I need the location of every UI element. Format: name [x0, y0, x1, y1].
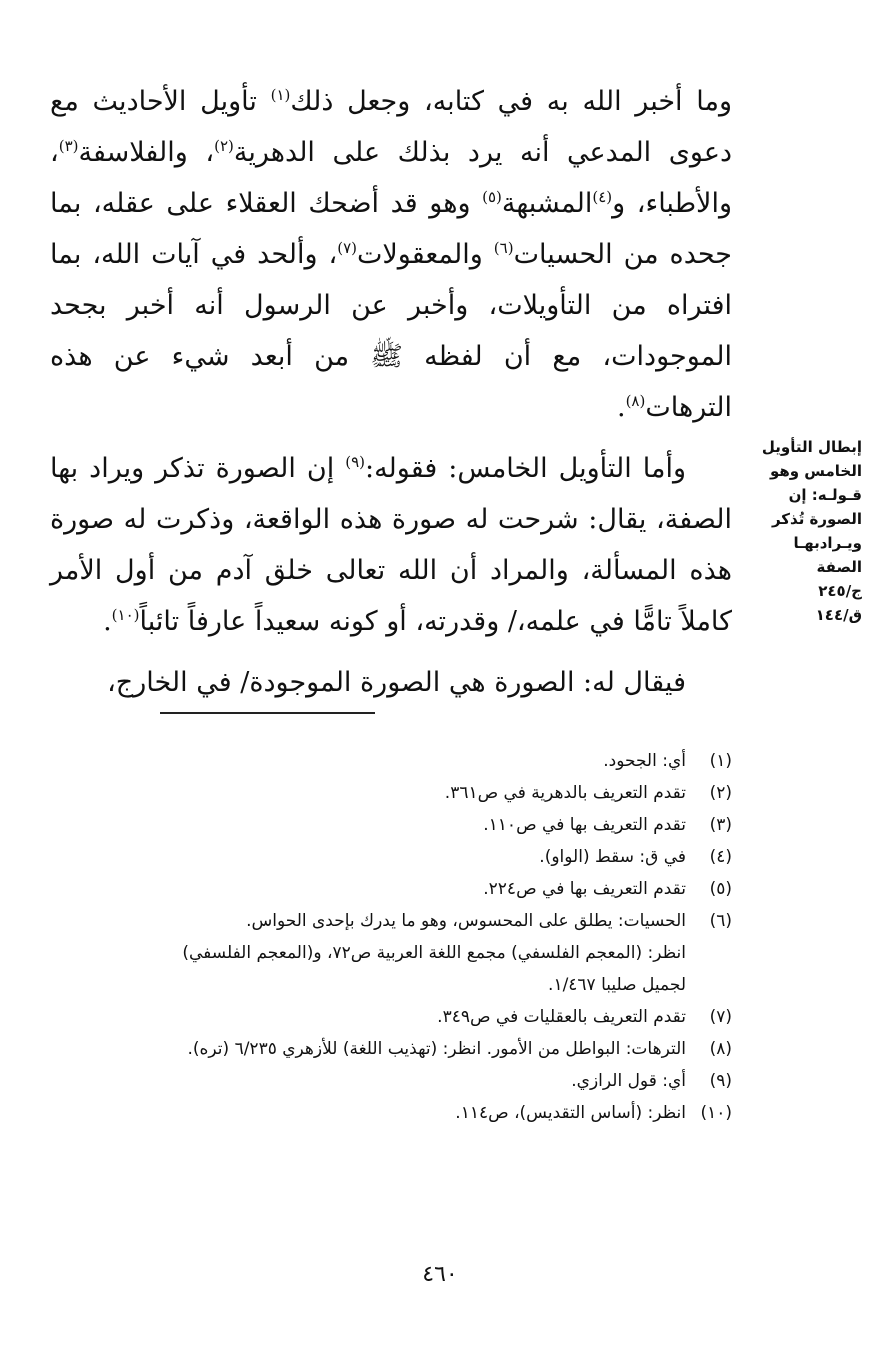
margin-note-line: ق/١٤٤: [815, 606, 862, 624]
footnote-text: تقدم التعريف بالعقليات في ص٣٤٩.: [437, 1007, 686, 1027]
footnote-text: في ق: سقط (الواو).: [539, 847, 686, 867]
footnote-continuation: انظر: (المعجم الفلسفي) مجمع اللغة العربية ص٧٢، و(المعجم الفلسفي): [182, 943, 686, 963]
footnote-number: (١): [709, 751, 732, 771]
margin-note-line: الخامس وهو: [769, 462, 862, 480]
footnote-number: (٨): [709, 1039, 732, 1059]
text-run: ، والأطباء، و: [50, 137, 732, 219]
text-run: ، والفلاسفة: [78, 137, 215, 168]
footnote-ref[interactable]: (٤): [592, 188, 613, 206]
footnote-separator: [160, 712, 375, 714]
footnote-item: [42, 777, 732, 809]
margin-note-line: قـولـه: إن: [788, 486, 862, 504]
text-run: المشبهة: [501, 188, 593, 219]
margin-note-line: ج/٢٤٥: [818, 582, 862, 600]
footnote-text: تقدم التعريف بها في ص٢٢٤.: [483, 879, 686, 899]
footnote-item: [42, 1033, 732, 1065]
footnote-ref[interactable]: (٣): [58, 137, 79, 155]
footnote-text: أي: الجحود.: [603, 751, 686, 771]
page-number: ٤٦٠: [422, 1262, 458, 1287]
text-run: إن الصورة تذكر ويراد بها الصفة، يقال: شرحت له صورة هذه الواقعة، وذكرت له صورة هذه المسألة، والمراد أن الله تعالى خلق آدم من أول الأمر كاملاً تامًّا في علمه،/ وقدرته، أو كونه سعيداً عارفاً تائباً: [50, 453, 732, 637]
footnote-text: تقدم التعريف بالدهرية في ص٣٦١.: [444, 783, 686, 803]
footnote-item: [42, 809, 732, 841]
footnote-ref[interactable]: (٨): [625, 392, 646, 410]
footnote-number: (١٠): [700, 1103, 732, 1123]
margin-note-line: إبطال التأويل: [761, 438, 862, 456]
footnote-number: (٧): [709, 1007, 732, 1027]
paragraph-2: [50, 443, 732, 647]
footnote-ref[interactable]: (١٠): [111, 606, 140, 624]
margin-note-line: الصفة: [816, 558, 862, 576]
footnote-number: (٩): [709, 1071, 732, 1091]
footnote-ref[interactable]: (٦): [493, 239, 514, 257]
footnote-item: [42, 841, 732, 873]
text-run: تأويل الأحاديث مع دعوى المدعي أنه يرد بذلك على الدهرية: [50, 86, 732, 168]
text-run: .: [103, 606, 112, 637]
paragraph-3: فيقال له: الصورة هي الصورة الموجودة/ في الخارج،: [107, 667, 686, 698]
footnote-ref[interactable]: (٥): [482, 188, 502, 206]
footnote-text: الترهات: البواطل من الأمور. انظر: (تهذيب اللغة) للأزهري ٦/٢٣٥ (تره).: [187, 1039, 686, 1059]
text-run: والمعقولات: [356, 239, 494, 270]
text-run: وهو قد أضحك العقلاء على عقله، بما جحده من الحسيات: [50, 188, 732, 270]
margin-note-line: الصورة تُذكر: [771, 510, 862, 528]
footnote-continuation: لجميل صليبا ١/٤٦٧.: [548, 975, 686, 995]
footnote-number: (٥): [709, 879, 732, 899]
footnote-ref[interactable]: (٩): [345, 453, 365, 471]
footnote-item: [42, 1097, 732, 1129]
footnotes: [42, 745, 732, 1129]
footnote-ref[interactable]: (١): [270, 86, 291, 104]
footnote-number: (٦): [709, 911, 732, 931]
footnote-item: [42, 905, 732, 937]
footnote-ref[interactable]: (٢): [214, 137, 234, 155]
text-run: .: [616, 392, 626, 423]
margin-note-line: ويـرادبهـا: [793, 534, 862, 552]
margin-note: [750, 435, 862, 627]
footnote-item: [42, 1001, 732, 1033]
text-run: وأما التأويل الخامس: فقوله:: [364, 453, 686, 484]
footnote-text: تقدم التعريف بها في ص١١٠.: [483, 815, 686, 835]
footnote-text: انظر: (أساس التقديس)، ص١١٤.: [455, 1103, 686, 1123]
footnote-number: (٤): [709, 847, 732, 867]
footnote-item: [42, 745, 732, 777]
text-run: ، وألحد في آيات الله، بما افتراه من التأويلات، وأخبر عن الرسول أنه أخبر بجحد الموجودات، مع أن لفظه ﷺ من أبعد شيء عن هذه الترهات: [50, 239, 732, 423]
text-run: وما أخبر الله به في كتابه، وجعل ذلك: [290, 86, 732, 117]
footnote-ref[interactable]: (٧): [337, 239, 357, 257]
paragraph-1: [50, 76, 732, 433]
footnote-item: [42, 873, 732, 905]
main-text: [50, 76, 732, 708]
footnote-item: [42, 1065, 732, 1097]
footnote-text: الحسيات: يطلق على المحسوس، وهو ما يدرك بإحدى الحواس.: [246, 911, 686, 931]
footnote-number: (٢): [709, 783, 732, 803]
footnote-text: أي: قول الرازي.: [571, 1071, 686, 1091]
footnote-number: (٣): [709, 815, 732, 835]
